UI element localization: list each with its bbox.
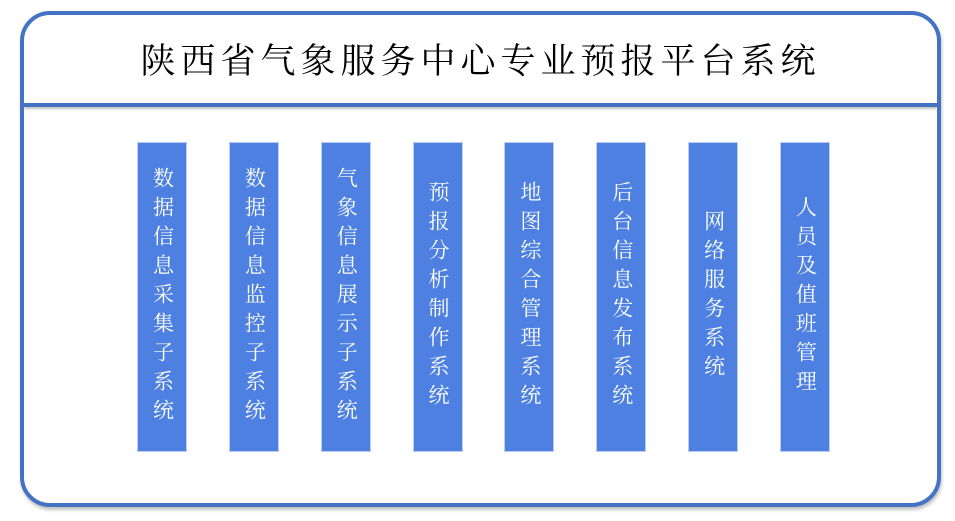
subsystem-bar-data-monitoring: [229, 142, 279, 452]
subsystem-bar-personnel-duty: [780, 142, 830, 452]
subsystem-label: 人员及值班管理: [793, 195, 818, 399]
subsystem-label: 数据信息采集子系统: [150, 166, 175, 428]
subsystem-bar-weather-info-display: [321, 142, 371, 452]
subsystem-bar-network-service: [688, 142, 738, 452]
page-title: 陕西省气象服务中心专业预报平台系统: [140, 42, 821, 82]
subsystem-label: 后台信息发布系统: [609, 181, 634, 413]
subsystem-label: 地图综合管理系统: [517, 181, 542, 413]
subsystem-label: 网络服务系统: [701, 210, 726, 384]
title-area: [24, 15, 937, 103]
subsystem-bar-map-management: [504, 142, 554, 452]
title-divider: [24, 103, 937, 107]
diagram-frame: [20, 11, 941, 507]
subsystem-label: 气象信息展示子系统: [334, 166, 359, 428]
subsystem-bars-row: [24, 142, 937, 452]
subsystem-label: 数据信息监控子系统: [242, 166, 267, 428]
subsystem-bar-forecast-analysis: [413, 142, 463, 452]
subsystem-bar-data-collection: [137, 142, 187, 452]
subsystem-bar-backend-publishing: [596, 142, 646, 452]
subsystem-label: 预报分析制作系统: [426, 181, 451, 413]
